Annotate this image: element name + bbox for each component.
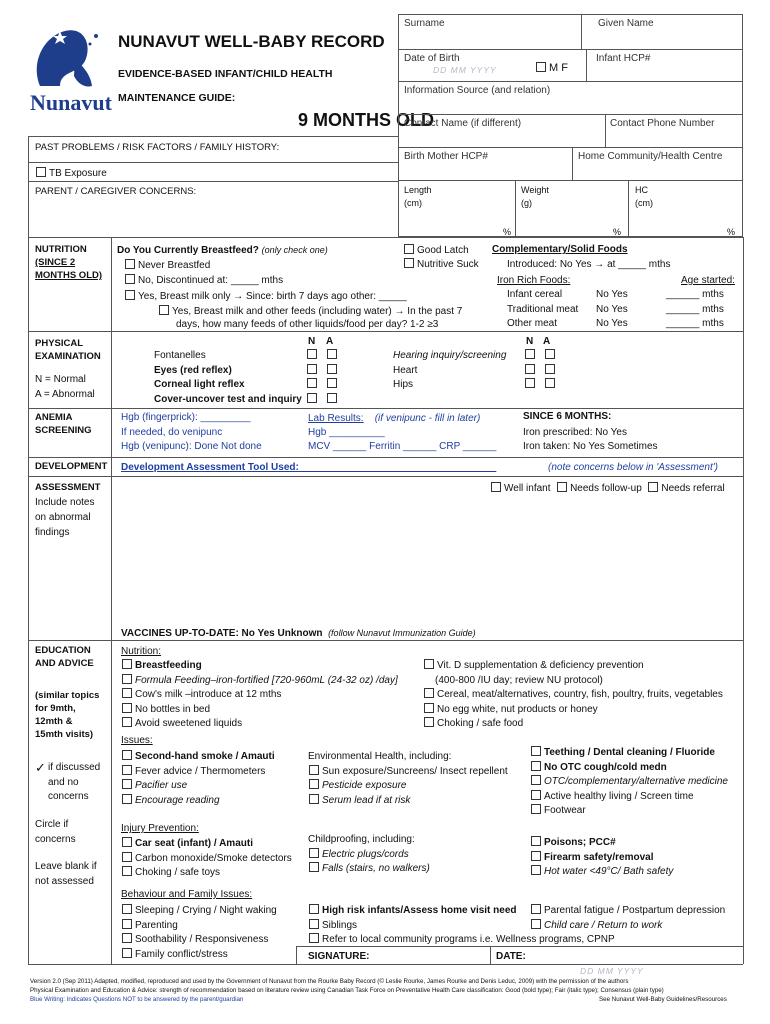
suck-label: Nutritive Suck xyxy=(417,259,479,270)
assessment-sub-line: Include notes xyxy=(35,497,95,508)
checkbox-icon[interactable] xyxy=(122,794,132,804)
behaviour-c[interactable] xyxy=(530,904,725,933)
well-infant-label: Well infant xyxy=(504,483,551,494)
topic-item: Choking / safe toys xyxy=(135,867,221,878)
discussed-line: concerns xyxy=(48,791,89,802)
footer-classification: Physical Examination and Education & Advice: strength of recommendation based on literature review using Canadian Task Force on Preventative Health Care classification: Good (bold type); Fair (italic type); Consensus (plain type) xyxy=(30,987,664,994)
footer-guidelines: See Nunavut Well-Baby Guidelines/Resources xyxy=(599,996,727,1003)
food-name: Traditional meat xyxy=(507,303,579,315)
given-name-input[interactable] xyxy=(590,28,740,46)
nutrition-label xyxy=(35,243,102,282)
footer-version: Version 2.0 (Sep 2011) Adapted, modified, reproduced and used by the Government of Nunavut from the Rourke Baby Record (© Leslie Rourke, James Rourke and Denis Leduc, 2009) with the permission of the authors xyxy=(30,978,629,985)
checkbox-icon[interactable] xyxy=(327,393,337,403)
exam-item: Cover-uncover test and inquiry xyxy=(154,393,302,405)
form-subtitle-2: MAINTENANCE GUIDE: xyxy=(118,92,236,104)
checkbox-icon[interactable] xyxy=(424,717,434,727)
food-name: Other meat xyxy=(507,318,558,329)
behaviour-a[interactable] xyxy=(121,904,277,962)
nunavut-logo xyxy=(30,16,110,126)
hc-pct: % xyxy=(727,227,736,237)
food-name: Infant cereal xyxy=(507,289,563,300)
circle-line: concerns xyxy=(35,833,76,845)
circle-if xyxy=(35,818,76,847)
topic-item: Formula Feeding–iron-fortified [720-960mL (24-32 oz) /day] xyxy=(135,674,398,686)
checkbox-icon[interactable] xyxy=(531,790,541,800)
venipunc-note: If needed, do venipunc xyxy=(121,426,223,438)
topic-item: Teething / Dental cleaning / Fluoride xyxy=(544,747,715,758)
checkbox-icon[interactable] xyxy=(122,717,132,727)
checkbox-icon[interactable] xyxy=(531,865,541,875)
checkbox-icon[interactable] xyxy=(309,779,319,789)
checkbox-icon xyxy=(125,259,135,269)
anemia-label-2: SCREENING xyxy=(35,425,92,436)
checkbox-icon[interactable] xyxy=(531,804,541,814)
exam-item: Hips xyxy=(393,379,414,390)
checkbox-icon[interactable] xyxy=(309,933,319,943)
checkbox-icon[interactable] xyxy=(122,659,132,669)
abnormal-def: A = Abnormal xyxy=(35,389,95,400)
topic-item: Cow's milk –introduce at 12 mths xyxy=(135,689,282,700)
checkbox-icon xyxy=(404,244,414,254)
checkbox-icon[interactable] xyxy=(531,761,541,771)
since-6-months: SINCE 6 MONTHS: xyxy=(523,411,612,422)
n-header-right: N xyxy=(526,336,534,347)
topic-item: Siblings xyxy=(322,919,358,931)
checkbox-icon[interactable] xyxy=(122,750,132,760)
contact-phone-label: Contact Phone Number xyxy=(610,118,715,129)
logo-text: Nunavut xyxy=(30,90,112,115)
circle-line: Circle if xyxy=(35,819,69,830)
physical-label-1: PHYSICAL xyxy=(35,338,84,349)
anemia-label-1: ANEMIA xyxy=(35,412,73,423)
past-problems-label: PAST PROBLEMS / RISK FACTORS / FAMILY HISTORY: xyxy=(35,142,280,153)
similar-line: 12mth & xyxy=(35,716,73,727)
weight-pct: % xyxy=(613,227,622,237)
similar-line: for 9mth, xyxy=(35,703,76,714)
weight-unit: (g) xyxy=(521,198,532,208)
checkbox-icon[interactable] xyxy=(424,703,434,713)
education-label xyxy=(35,644,94,670)
topic-item: Second-hand smoke / Amauti xyxy=(135,751,275,762)
hgb-lab[interactable]: Hgb __________ xyxy=(308,427,385,438)
breastfeed-q-note: (only check one) xyxy=(261,245,328,255)
checkbox-icon[interactable] xyxy=(307,364,317,374)
checkbox-icon xyxy=(36,167,46,177)
a-header: A xyxy=(326,336,334,347)
never-breastfed-checkbox[interactable] xyxy=(124,259,210,272)
checkbox-icon[interactable] xyxy=(545,364,555,374)
topic-item: Serum lead if at risk xyxy=(322,794,411,806)
dob-input[interactable]: DD MM YYYY xyxy=(433,65,497,75)
checkbox-icon xyxy=(536,62,546,72)
exam-item: Hearing inquiry/screening xyxy=(393,350,507,361)
issues-b[interactable] xyxy=(308,750,508,808)
checkmark-icon: ✓ xyxy=(35,760,46,775)
topic-item: No OTC cough/cold medn xyxy=(544,761,667,773)
checkbox-icon[interactable] xyxy=(531,919,541,929)
checkbox-icon[interactable] xyxy=(531,746,541,756)
date-label: DATE: xyxy=(496,951,526,962)
topic-item: Poisons; PCC# xyxy=(544,837,616,848)
footer-blue-note: Blue Writing: Indicates Questions NOT to be answered by the parent/guardian xyxy=(30,996,244,1003)
anemia-left xyxy=(121,411,262,455)
topic-item: Cereal, meat/alternatives, country, fish, poultry, fruits, vegetables xyxy=(437,689,723,700)
hgb-fingerprick[interactable]: Hgb (fingerprick): _________ xyxy=(121,412,251,423)
similar-line: 15mth visits) xyxy=(35,729,94,740)
assessment-options[interactable] xyxy=(490,482,725,495)
referral-label: Needs referral xyxy=(661,483,725,494)
checkbox-icon[interactable] xyxy=(531,904,541,914)
topic-item: Falls (stairs, no walkers) xyxy=(322,863,430,874)
checkbox-icon[interactable] xyxy=(309,794,319,804)
iron-rich-label: Iron Rich Foods: xyxy=(497,275,571,286)
nutrition-label-1: NUTRITION xyxy=(35,244,87,255)
assessment-label: ASSESSMENT xyxy=(35,482,101,493)
age-title: 9 MONTHS OLD xyxy=(298,110,435,130)
checkbox-icon[interactable] xyxy=(531,775,541,785)
normal-def: N = Normal xyxy=(35,374,86,385)
topic-item: Parenting xyxy=(135,919,178,931)
checkbox-icon[interactable] xyxy=(525,364,535,374)
exam-item: Corneal light reflex xyxy=(154,379,245,390)
topic-item: Firearm safety/removal xyxy=(544,851,654,863)
checkbox-icon[interactable] xyxy=(122,765,132,775)
checkbox-icon[interactable] xyxy=(327,349,337,359)
physical-left-checkboxes[interactable] xyxy=(306,349,340,407)
physical-label xyxy=(35,337,101,363)
topic-item: Footwear xyxy=(544,805,586,816)
iron-taken[interactable]: Iron taken: No Yes Sometimes xyxy=(523,441,658,452)
surname-input[interactable] xyxy=(404,28,574,46)
checkbox-icon xyxy=(404,258,414,268)
if-discussed xyxy=(48,761,100,805)
nutrition-topic-title: Nutrition: xyxy=(121,646,162,657)
discontinued-checkbox[interactable] xyxy=(124,274,283,287)
blank-line: not assessed xyxy=(35,875,94,887)
topic-item: Sleeping / Crying / Night waking xyxy=(135,905,277,916)
checkbox-icon[interactable] xyxy=(327,364,337,374)
education-label-1: EDUCATION xyxy=(35,645,91,656)
issues-title: Issues: xyxy=(121,735,153,746)
topic-item: Fever advice / Thermometers xyxy=(135,765,266,777)
hc-unit: (cm) xyxy=(635,198,653,208)
topic-item: Hot water <49°C/ Bath safety xyxy=(544,866,674,877)
a-header-right: A xyxy=(543,336,551,347)
checkbox-icon[interactable] xyxy=(122,779,132,789)
breastmilk-only-checkbox[interactable] xyxy=(124,290,407,303)
lab-results-label: Lab Results: xyxy=(308,413,364,424)
blank-line: Leave blank if xyxy=(35,861,97,872)
length-unit: (cm) xyxy=(404,198,422,208)
dob-label: Date of Birth xyxy=(404,53,460,64)
checkbox-icon[interactable] xyxy=(122,674,132,684)
injury-c[interactable] xyxy=(530,836,673,880)
topic-item: Choking / safe food xyxy=(437,718,524,729)
checkbox-icon[interactable] xyxy=(122,948,132,958)
topic-item: Breastfeeding xyxy=(135,660,202,671)
contact-name-label: Contact Name (if different) xyxy=(404,118,522,129)
given-name-label: Given Name xyxy=(598,18,654,29)
food-options[interactable]: No Yes xyxy=(596,303,628,315)
checkbox-icon[interactable] xyxy=(307,349,317,359)
introduced-row[interactable]: Introduced: No Yes → at _____ mths xyxy=(507,259,671,270)
age-started-label: Age started: xyxy=(681,275,735,286)
complementary-title: Complementary/Solid Foods xyxy=(492,244,628,255)
breastmilk-only-label: Yes, Breast milk only → Since: birth 7 days ago other: _____ xyxy=(138,291,407,302)
checkbox-icon[interactable] xyxy=(122,837,132,847)
checkbox-icon xyxy=(159,305,169,315)
checkbox-icon[interactable] xyxy=(424,659,434,669)
injury-b[interactable] xyxy=(308,833,430,877)
weight-label: Weight xyxy=(521,185,549,195)
sex-label: M F xyxy=(549,62,568,74)
breastfeed-question xyxy=(117,244,328,257)
topic-item: Active healthy living / Screen time xyxy=(544,790,694,802)
mother-hcp-label: Birth Mother HCP# xyxy=(404,151,488,162)
exam-item: Eyes (red reflex) xyxy=(154,364,232,376)
checkbox-icon[interactable] xyxy=(531,836,541,846)
checkbox-icon[interactable] xyxy=(545,378,555,388)
checkbox-icon xyxy=(125,290,135,300)
discussed-line: and no xyxy=(48,776,79,788)
topic-item: Pesticide exposure xyxy=(322,780,407,791)
behaviour-title: Behaviour and Family Issues: xyxy=(121,889,253,900)
checkbox-icon[interactable] xyxy=(531,851,541,861)
physical-right-checkboxes[interactable] xyxy=(524,349,558,393)
checkbox-icon[interactable] xyxy=(525,378,535,388)
vaccines-row[interactable] xyxy=(121,627,476,640)
topic-item: Refer to local community programs i.e. Wellness programs, CPNP xyxy=(322,934,615,945)
topic-item: Encourage reading xyxy=(135,794,220,806)
development-label: DEVELOPMENT xyxy=(35,461,108,472)
checkbox-icon[interactable] xyxy=(309,904,319,914)
checkbox-icon[interactable] xyxy=(309,848,319,858)
checkbox-icon xyxy=(125,274,135,284)
hc-label: HC xyxy=(635,185,648,195)
food-options[interactable]: No Yes xyxy=(596,318,628,329)
assessment-notes-area[interactable] xyxy=(118,500,738,622)
checkbox-icon[interactable] xyxy=(491,482,501,492)
discontinued-label: No, Discontinued at: _____ mths xyxy=(138,275,284,286)
signature-field[interactable] xyxy=(370,948,485,962)
vaccines-label: VACCINES UP-TO-DATE: No Yes Unknown xyxy=(121,628,323,639)
checkbox-icon[interactable] xyxy=(122,688,132,698)
issues-c[interactable] xyxy=(530,746,728,819)
checkbox-icon[interactable] xyxy=(309,765,319,775)
anemia-label xyxy=(35,411,91,437)
foods-names xyxy=(507,288,578,332)
nutrition-topics-left[interactable] xyxy=(121,659,398,732)
checkbox-icon[interactable] xyxy=(307,378,317,388)
length-label: Length xyxy=(404,185,432,195)
checkbox-icon[interactable] xyxy=(122,904,132,914)
checkbox-icon[interactable] xyxy=(309,862,319,872)
checkbox-icon[interactable] xyxy=(307,393,317,403)
checkbox-icon[interactable] xyxy=(122,919,132,929)
tb-label: TB Exposure xyxy=(49,168,107,179)
issues-a[interactable] xyxy=(121,750,275,808)
topic-item: High risk infants/Assess home visit need xyxy=(322,905,517,916)
sex-checkboxes[interactable] xyxy=(535,62,568,74)
never-label: Never Breastfed xyxy=(138,260,211,271)
topic-item: Carbon monoxide/Smoke detectors xyxy=(135,852,292,864)
form-subtitle-1: EVIDENCE-BASED INFANT/CHILD HEALTH xyxy=(118,68,333,80)
nutritive-suck-checkbox[interactable] xyxy=(403,258,479,271)
info-source-label: Information Source (and relation) xyxy=(404,85,551,96)
physical-right-items xyxy=(393,349,506,393)
food-months[interactable]: ______ mths xyxy=(666,289,724,300)
nutrition-topics-right[interactable] xyxy=(423,659,723,732)
nutrition-label-3: MONTHS OLD) xyxy=(35,270,103,281)
checkbox-icon[interactable] xyxy=(122,933,132,943)
assessment-sub-line: findings xyxy=(35,527,70,538)
dev-tool-used[interactable]: Development Assessment Tool Used: ___________________________________ xyxy=(121,462,497,473)
n-header: N xyxy=(308,336,316,347)
topic-item: No egg white, nut products or honey xyxy=(437,703,598,715)
tb-exposure-checkbox[interactable] xyxy=(35,167,107,180)
breastmilk-other-label: Yes, Breast milk and other feeds (including water) → In the past 7 xyxy=(172,306,463,317)
topic-item: Car seat (infant) / Amauti xyxy=(135,838,253,849)
home-community-label: Home Community/Health Centre xyxy=(578,151,723,162)
checkbox-icon[interactable] xyxy=(525,349,535,359)
checkbox-icon[interactable] xyxy=(557,482,567,492)
food-options[interactable]: No Yes xyxy=(596,289,628,300)
topic-item: OTC/complementary/alternative medicine xyxy=(544,776,728,787)
feeds-per-day: days, how many feeds of other liquids/food per day? 1-2 ≥3 xyxy=(176,319,439,330)
topic-item: Pacifier use xyxy=(135,780,188,791)
physical-label-2: EXAMINATION xyxy=(35,351,101,362)
checkbox-icon[interactable] xyxy=(327,378,337,388)
education-label-2: AND ADVICE xyxy=(35,658,94,669)
breastmilk-other-checkbox[interactable] xyxy=(158,305,462,318)
topic-item: Sun exposure/Suncreens/ Insect repellent xyxy=(322,765,508,777)
checkbox-icon[interactable] xyxy=(309,919,319,929)
date-input[interactable]: DD MM YYYY xyxy=(580,966,644,976)
physical-left-items xyxy=(154,349,302,407)
lab-results-note: (if venipunc - fill in later) xyxy=(374,413,481,424)
foods-months xyxy=(666,288,724,332)
topic-item: Family conflict/stress xyxy=(135,948,228,960)
food-months[interactable]: ______ mths xyxy=(666,303,724,315)
topic-item: No bottles in bed xyxy=(135,703,211,715)
form-title: NUNAVUT WELL-BABY RECORD xyxy=(118,32,385,51)
similar-topics xyxy=(35,689,99,741)
checkbox-icon[interactable] xyxy=(545,349,555,359)
foods-options[interactable] xyxy=(596,288,628,332)
checkbox-icon[interactable] xyxy=(122,852,132,862)
latch-label: Good Latch xyxy=(417,245,469,256)
checkbox-icon[interactable] xyxy=(648,482,658,492)
assessment-sub-line: on abnormal xyxy=(35,512,91,523)
concerns-label: PARENT / CAREGIVER CONCERNS: xyxy=(35,186,197,197)
topic-item: Environmental Health, including: xyxy=(308,751,452,762)
checkbox-icon[interactable] xyxy=(424,688,434,698)
dev-note: (note concerns below in 'Assessment') xyxy=(548,462,719,473)
hgb-venipunc[interactable]: Hgb (venipunc): Done Not done xyxy=(121,441,262,452)
topic-item: Soothability / Responsiveness xyxy=(135,934,269,945)
topic-item: Parental fatigue / Postpartum depression xyxy=(544,905,726,916)
lab-results-row xyxy=(308,413,480,425)
surname-label: Surname xyxy=(404,18,445,29)
length-pct: % xyxy=(503,227,512,237)
breastfeed-q-text: Do You Currently Breastfeed? xyxy=(117,245,259,256)
good-latch-checkbox[interactable] xyxy=(403,244,469,257)
nutrition-label-2: (SINCE 2 xyxy=(35,257,76,268)
discussed-line: if discussed xyxy=(48,762,101,773)
checkbox-icon[interactable] xyxy=(122,703,132,713)
mcv-ferritin-crp[interactable]: MCV ______ Ferritin ______ CRP ______ xyxy=(308,441,497,452)
topic-item: Electric plugs/cords xyxy=(322,848,409,860)
infant-hcp-label: Infant HCP# xyxy=(596,53,651,64)
iron-prescribed[interactable]: Iron prescribed: No Yes xyxy=(523,427,627,438)
injury-title: Injury Prevention: xyxy=(121,823,199,834)
followup-label: Needs follow-up xyxy=(570,483,642,494)
topic-item: (400-800 /IU day; review NU protocol) xyxy=(435,674,603,686)
topic-item: Child care / Return to work xyxy=(544,919,663,931)
topic-item: Avoid sweetened liquids xyxy=(135,718,243,729)
signature-label: SIGNATURE: xyxy=(308,951,370,962)
checkbox-icon[interactable] xyxy=(122,866,132,876)
topic-item: Vit. D supplementation & deficiency prevention xyxy=(437,660,644,671)
vaccines-note: (follow Nunavut Immunization Guide) xyxy=(328,628,476,638)
exam-item: Fontanelles xyxy=(154,350,206,361)
topic-item: Childproofing, including: xyxy=(308,834,415,845)
similar-line: (similar topics xyxy=(35,690,100,701)
food-months[interactable]: ______ mths xyxy=(666,318,724,329)
leave-blank xyxy=(35,860,97,889)
injury-a[interactable] xyxy=(121,837,292,881)
exam-item: Heart xyxy=(393,364,418,376)
assessment-sub xyxy=(35,495,95,540)
